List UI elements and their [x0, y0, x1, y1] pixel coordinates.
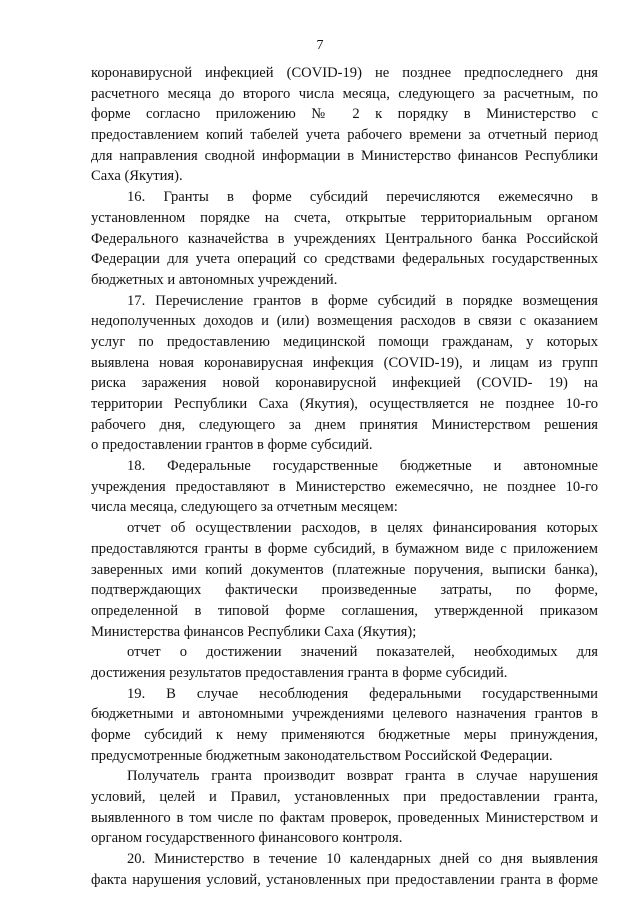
text-line: бюджетными и автономными учреждениями целевого назначения грантов в [91, 706, 598, 723]
text-line: 18. Федеральные государственные бюджетные и автономные [127, 458, 598, 475]
text-line: рабочего дня, следующего за днем принятия Министерством решения [91, 416, 598, 433]
text-line: предусмотренные бюджетным законодательством Российской Федерации. [91, 747, 553, 764]
text-line: форме субсидий к нему применяются бюджетные меры принуждения, [91, 727, 598, 743]
text-line: 17. Перечисление грантов в форме субсидий в порядке возмещения [127, 292, 598, 309]
text-line: отчет об осуществлении расходов, в целях финансирования которых [127, 520, 598, 537]
text-line: определенной в типовой форме соглашения, утвержденной приказом [91, 602, 598, 619]
text-line: выявленного в том числе по фактам проверок, проведенных Министерством и [91, 809, 598, 826]
text-line: факта нарушения условий, установленных при предоставлении гранта в форме [91, 871, 598, 888]
text-line: установленном порядке на счета, открытые территориальным органом [91, 209, 598, 226]
text-line: территории Республики Саха (Якутия), осуществляется не позднее 10-го [91, 396, 598, 412]
text-line: предоставляются гранты в форме субсидий, в бумажном виде с приложением [91, 540, 598, 557]
text-line: услуг по предоставлению медицинской помощи гражданам, у которых [91, 333, 598, 350]
text-line: числа месяца, следующего за отчетным месяцем: [91, 499, 398, 516]
text-line: риска заражения новой коронавирусной инфекцией (COVID- 19) на [91, 375, 598, 392]
text-line: для направления сводной информации в Министерство финансов Республики [91, 147, 598, 164]
text-line: расчетного месяца до второго числа месяца, следующего за расчетным, по [91, 85, 598, 102]
text-line: форме согласно приложению № 2 к порядку в Министерство с [91, 106, 598, 123]
text-line: Получатель гранта производит возврат гранта в случае нарушения [127, 768, 598, 785]
text-line: 16. Гранты в форме субсидий перечисляются ежемесячно в [127, 189, 598, 206]
text-line: учреждения предоставляют в Министерство ежемесячно, не позднее 10-го [91, 478, 598, 495]
text-line: достижения результатов предоставления гранта в форме субсидий. [91, 664, 508, 681]
page-number: 7 [316, 38, 324, 53]
text-line: бюджетных и автономных учреждений. [91, 271, 338, 288]
text-line: Саха (Якутия). [91, 168, 183, 185]
text-line: Министерства финансов Республики Саха (Якутия); [91, 623, 417, 640]
text-line: 20. Министерство в течение 10 календарных дней со дня выявления [127, 851, 598, 868]
text-line: Федерального казначейства в учреждениях Центрального банка Российской [91, 230, 598, 247]
text-line: 19. В случае несоблюдения федеральными государственными [127, 685, 598, 702]
text-line: о предоставлении грантов в форме субсидий. [91, 437, 373, 454]
text-line: предоставлением копий табелей учета рабочего времени за отчетный период [91, 127, 598, 144]
text-line: подтверждающих фактически произведенные затраты, по форме, [91, 582, 598, 599]
text-line: отчет о достижении значений показателей, необходимых для [127, 644, 598, 661]
text-line: коронавирусной инфекцией (COVID-19) не позднее предпоследнего дня [91, 65, 598, 81]
text-line: условий, целей и Правил, установленных при предоставлении гранта, [91, 789, 598, 806]
document-body [91, 63, 598, 891]
text-line: недополученных доходов и (или) возмещения расходов в связи с оказанием [91, 313, 598, 330]
text-line: выявлена новая коронавирусная инфекция (COVID-19), и лицам из групп [91, 354, 598, 371]
text-line: органом государственного финансового контроля. [91, 830, 403, 847]
text-line: Федерации для учета операций со средствами федеральных государственных [91, 251, 598, 268]
text-line: заверенных ими копий документов (платежные поручения, выписки банка), [91, 561, 598, 578]
